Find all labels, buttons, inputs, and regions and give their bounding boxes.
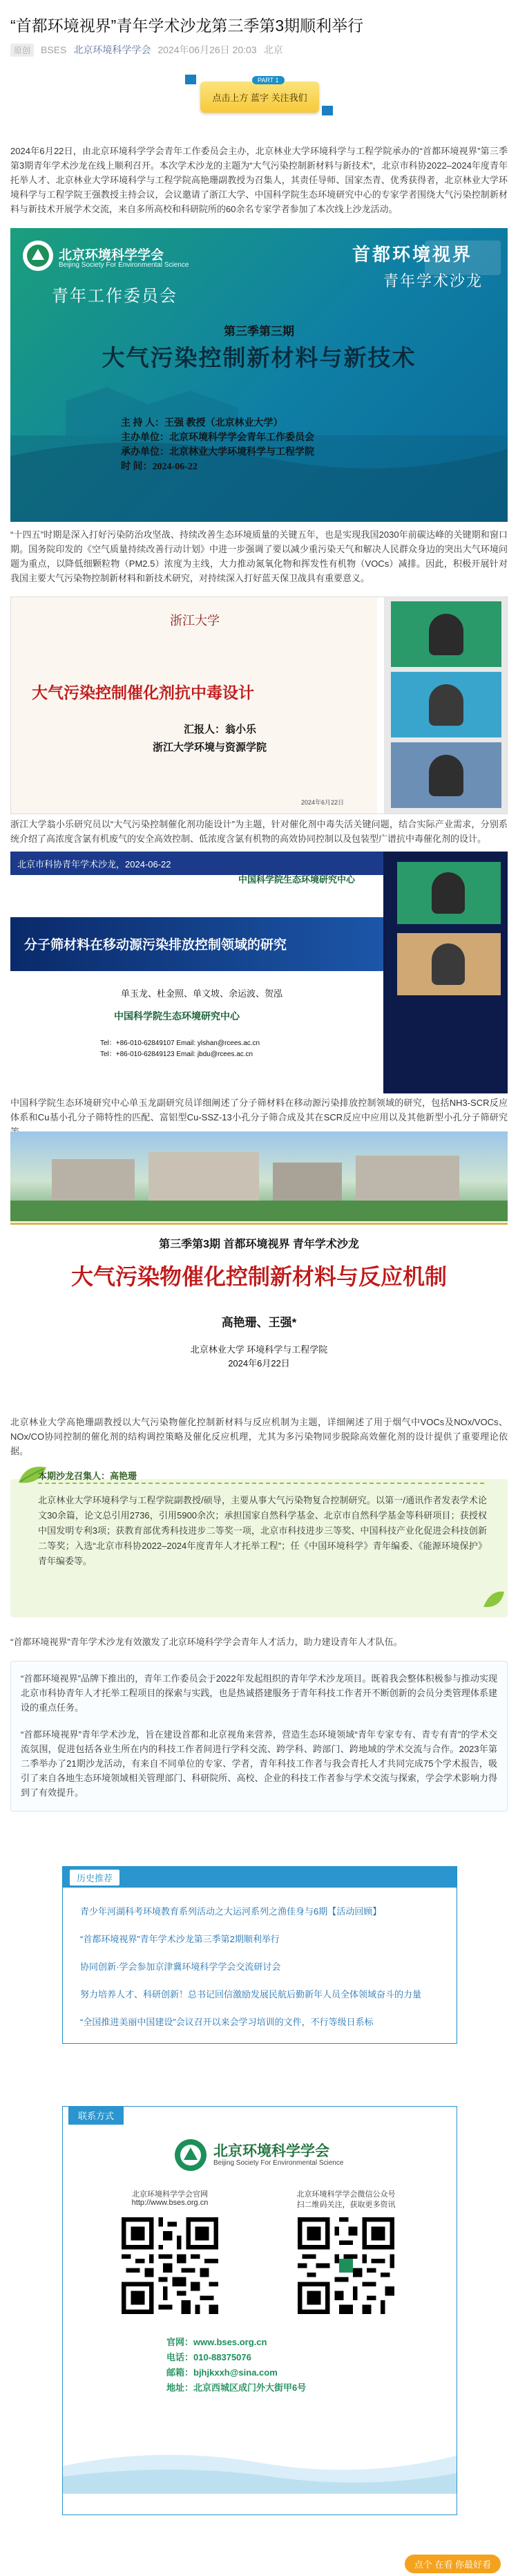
organizer-label: 主办单位： bbox=[121, 433, 169, 443]
time-label: 时 间： bbox=[121, 462, 153, 472]
slide-authors: 单玉龙、杜金照、单文坡、余运波、贺泓 bbox=[121, 988, 283, 999]
poster-details bbox=[121, 416, 314, 474]
video-tile bbox=[397, 862, 501, 924]
background-paragraph: “十四五”时期是深入打好污染防治攻坚战、持续改善生态环境质量的关键五年，也是实现我国2030年前碳达峰的关键期和窗口期。国务院印发的《空气质量持续改善行动计划》中进一步强调了要以减少重污染天气和解决人民群众身边的突出大气环境问题为重点，以降低细颗粒物（PM2.5）浓度为主线，大力推动氮氧化物和挥发性有机物（VOCs）减排。因此，积极开展针对我国主要大气污染物控制新材料和新技术研究，对持续深入打好蓝天保卫战具有重要意义。 bbox=[10, 529, 508, 583]
part-badge: PART 1 bbox=[252, 76, 285, 84]
slide-contact-2: Tel：+86-010-62849123 Email: jbdu@rcees.ac.cn bbox=[100, 1051, 253, 1058]
slide-affiliation: 浙江大学环境与资源学院 bbox=[153, 742, 267, 753]
shan-paragraph: 中国科学院生态环境研究中心单玉龙副研究员详细阐述了分子筛材料在移动源污染排放控制领域的研究，包括NH3-SCR反应体系和Cu基小孔分子筛特性的匹配、富铝型Cu-SSZ-13小孔分子筛合成及其在SCR反应中应用以及其他新型小孔分子筛研究 bbox=[10, 1098, 508, 1122]
slide-contact-1: Tel：+86-010-62849107 Email: ylshan@rcees.ac.cn bbox=[100, 1040, 260, 1047]
contact-society-name-en: Beijing Society For Environmental Science bbox=[213, 2159, 344, 2167]
organizer-value: 北京环境科学学会青年工作委员会 bbox=[169, 433, 314, 443]
slide-title: 大气污染控制催化剂抗中毒设计 bbox=[32, 684, 254, 702]
undertaker-value: 北京林业大学环境科学与工程学院 bbox=[169, 447, 314, 458]
slide-affiliation: 北京林业大学 环境科学与工程学院 bbox=[190, 1344, 328, 1355]
slide-speakers: 高艳珊、王强* bbox=[221, 1316, 297, 1329]
closing-paragraph-1: “首都环境视界”青年学术沙龙有效激发了北京环境科学学会青年人才活力，助力建设青年人才队伍。 bbox=[10, 1637, 403, 1647]
slide-title: 分子筛材料在移动源污染排放控制领域的研究 bbox=[24, 938, 287, 952]
convener-bio: 北京林业大学环境科学与工程学院副教授/硕导，主要从事大气污染物复合控制研究。以第一/通讯作者发表学术论文30余篇，论文总引用2736，引用5900余次；承担国家自然科学基金、北京市自然科学基金等科研项目；获授权中国发明专利3项；获教育部优秀科技进步二等奖一项，北京市科技进步三等奖、中国科技产业化促进会科技创新二等奖；入选“北京市科协2022–2024年度青年人才托举工程”；任《中国环境科学》青年编委、《能源环境保护》青年编委等。 bbox=[38, 1495, 487, 1566]
publish-date: 2024年06月26日 20:03 bbox=[157, 44, 257, 55]
intro-paragraph: 2024年6月22日，由北京环境科学学会青年工作委员会主办，北京林业大学环境科学与工程学院承办的“首都环境视界”第三季第3期青年学术沙龙在线上顺利召开。本次学术沙龙的主题为“大气污染控制新材料与新技术”，北京市科协2022–2024年度青年托举人才、北京林业大学环境科学与工程学院高艳珊副教授为召集人，其责任导师、国家杰青、优秀获得者，北京林业大学环境科学与工程学院王强教授主持会议，会议邀请了浙江大学、中国科学院生态环境研究中心的专家学者围绕大气污染控制新材料与新技术开展学术交流，来自多所高校和科研院所的60余名专家学者参加了本次线上沙龙活动。 bbox=[10, 146, 508, 214]
footer-scenery bbox=[63, 2411, 457, 2494]
wechat-caption-sub: 扫二维码关注，获取更多资讯 bbox=[296, 2201, 396, 2209]
bottom-bar bbox=[0, 2550, 518, 2576]
slide-subtitle: 第三季第3期 首都环境视界 青年学术沙龙 bbox=[159, 1239, 359, 1250]
contact-section bbox=[62, 2106, 457, 2515]
time-value: 2024-06-22 bbox=[152, 462, 198, 472]
slide-date: 2024年6月22日 bbox=[228, 1358, 290, 1369]
slide-title: 大气污染物催化控制新材料与反应机制 bbox=[70, 1264, 447, 1289]
person-avatar bbox=[432, 943, 465, 985]
original-tag: 原创 bbox=[10, 44, 34, 57]
person-avatar bbox=[429, 614, 463, 655]
society-name-en: Beijing Society For Environmental Science bbox=[59, 261, 189, 269]
season-label: 第三季第三期 bbox=[224, 325, 294, 338]
person-avatar bbox=[429, 684, 463, 726]
author: BSES bbox=[41, 44, 67, 55]
host-value: 王强 教授（北京林业大学） bbox=[164, 418, 283, 429]
follow-text: 点击上方 蓝字 关注我们 bbox=[212, 93, 307, 103]
slide-date: 2024年6月22日 bbox=[301, 799, 345, 806]
society-name: 北京环境科学学会 bbox=[59, 248, 164, 263]
contact-lines bbox=[166, 2335, 306, 2396]
website-qr-code[interactable] bbox=[122, 2217, 218, 2314]
society-logo-icon bbox=[173, 2138, 208, 2172]
contact-address: 地址：北京西城区成门外大街甲6号 bbox=[166, 2382, 307, 2393]
article-meta bbox=[10, 43, 283, 57]
committee-name: 青年工作委员会 bbox=[52, 287, 178, 305]
slide-reporter bbox=[184, 722, 256, 736]
talk-slide-shan bbox=[10, 852, 508, 1093]
video-tile bbox=[391, 672, 501, 737]
corner-deco bbox=[185, 75, 196, 84]
talk-slide-gao bbox=[10, 1131, 508, 1411]
university-logo-text: 浙江大学 bbox=[170, 614, 220, 628]
leaf-icon bbox=[480, 1586, 508, 1614]
history-tab: 历史推荐 bbox=[70, 1870, 119, 1886]
contact-tab: 联系方式 bbox=[68, 2106, 124, 2125]
video-tile bbox=[391, 742, 501, 808]
wechat-qr-code[interactable] bbox=[298, 2217, 394, 2314]
closing-paragraph-2: “首都环境视界”品牌下推出的，青年工作委员会于2022年发起组织的青年学术沙龙项目。既着我会整体积极参与推动实现北京市科协青年人才托举工程项目的探索与实践，也是热诚搭建服务于青年科技工作者开不断创新的会员分类管理体系建设的重点任务。 bbox=[21, 1673, 497, 1713]
history-link[interactable]: “全国推进美丽中国建设”会议召开以来会学习培训的文件，不行等级日系标 bbox=[80, 2017, 374, 2027]
history-header bbox=[63, 1867, 457, 1888]
follow-box[interactable] bbox=[200, 82, 319, 113]
closing-box bbox=[10, 1661, 508, 1812]
salon-brand-sub: 青年学术沙龙 bbox=[383, 272, 483, 290]
history-link[interactable]: 协同创新·学会参加京津冀环境科学学会交流研讨会 bbox=[80, 1962, 281, 1972]
follow-banner[interactable] bbox=[185, 69, 333, 121]
salon-poster bbox=[10, 228, 508, 522]
campus-buildings bbox=[10, 1131, 508, 1221]
convener-label: 本期沙龙召集人：高艳珊 bbox=[38, 1471, 137, 1481]
talk-slide-weng bbox=[10, 596, 508, 814]
video-tile bbox=[397, 933, 501, 995]
slide-header: 北京市科协青年学术沙龙，2024-06-22 bbox=[17, 859, 171, 869]
like-reading-button[interactable]: 点个 在看 你最好看 bbox=[405, 2555, 501, 2573]
person-avatar bbox=[429, 755, 463, 796]
account-link[interactable]: 北京环境科学学会 bbox=[73, 44, 151, 55]
host-label: 主 持 人： bbox=[121, 418, 164, 429]
convener-callout bbox=[10, 1462, 508, 1617]
website-caption: 北京环境科学学会官网 bbox=[132, 2190, 208, 2199]
wechat-caption: 北京环境科学学会微信公众号 bbox=[296, 2190, 396, 2199]
slide-affiliation: 中国科学院生态环境研究中心 bbox=[114, 1010, 240, 1022]
corner-deco bbox=[322, 106, 333, 115]
contact-email[interactable]: 邮箱：bjhjkxxh@sina.com bbox=[166, 2367, 278, 2378]
contact-website[interactable]: 官网：www.bses.org.cn bbox=[166, 2337, 267, 2347]
contact-phone: 电话：010-88375076 bbox=[166, 2352, 251, 2362]
reporter-name: 翁小乐 bbox=[225, 724, 257, 735]
location: 北京 bbox=[263, 44, 283, 55]
undertaker-label: 承办单位： bbox=[121, 447, 169, 458]
history-recommendations bbox=[62, 1866, 457, 2044]
weng-paragraph: 浙江大学翁小乐研究员以“大气污染控制催化剂功能设计”为主题，针对催化剂中毒失活关键问题，结合实际产业需求，分别系统介绍了高浓度含氯有机废气的安全高效控制、低浓度含氯有机物的高效协同控制以及包装型广谱抗中毒催化剂的设计。 bbox=[10, 819, 508, 844]
person-avatar bbox=[432, 872, 465, 914]
dashed-divider bbox=[38, 1483, 487, 1484]
gao-paragraph: 北京林业大学高艳珊副教授以大气污染物催化控制新材料与反应机制为主题，详细阐述了用于烟气中VOCs及NOx/VOCs、NOx/CO协同控制的催化剂的结构调控策略及催化反应机理，尤其为多污染物同步脱除高效催化剂的设计提供了重要理论依据。 bbox=[10, 1417, 508, 1456]
history-link[interactable]: 青少年河湖科考环境教育系列活动之大运河系列之渔佳身与6期【活动回顾】 bbox=[80, 1906, 382, 1917]
history-link[interactable]: “首都环境视界”青年学术沙龙第三季第2期顺利举行 bbox=[80, 1934, 280, 1944]
salon-brand: 首都环境视界 bbox=[352, 245, 473, 265]
contact-society-name: 北京环境科学学会 bbox=[213, 2143, 329, 2159]
slide-panel bbox=[11, 597, 377, 814]
article-title: “首都环境视界”青年学术沙龙第三季第3期顺利举行 bbox=[10, 17, 364, 35]
history-link[interactable]: 努力培养人才、科研创新！总书记回信激励发展民航后勤新年人员全体领域奋斗的力量 bbox=[80, 1989, 422, 2000]
slide-divider bbox=[10, 1223, 508, 1225]
reporter-label: 汇报人： bbox=[184, 724, 226, 735]
video-tile bbox=[391, 601, 501, 667]
website-caption-url: http://www.bses.org.cn bbox=[131, 2199, 209, 2207]
poster-topic: 大气污染控制新材料与新技术 bbox=[102, 345, 416, 370]
closing-paragraph-3: “首都环境视界”青年学术沙龙，旨在建设首都和北京视角来营养，营造生态环境领域“青年专家专有、青专有青”的学术交流氛围，促进包括各业生所在内的科技工作者间进行学科交流、跨学科、跨部门、跨地域的学术交流与合作。2023年第二季举办了21期沙龙活动，有来自不同单位的专家、学者，青年科技工作者与我会青托人才共同完成75个学术报告，吸引了来自各地生态环境领域相关管理部门、科研院所、高校、企业的科技工作者参与学术交流与探索，学会学术影响力得到了有效提升。 bbox=[21, 1729, 497, 1798]
institute-logo-text: 中国科学院生态环境研究中心 bbox=[238, 874, 356, 885]
